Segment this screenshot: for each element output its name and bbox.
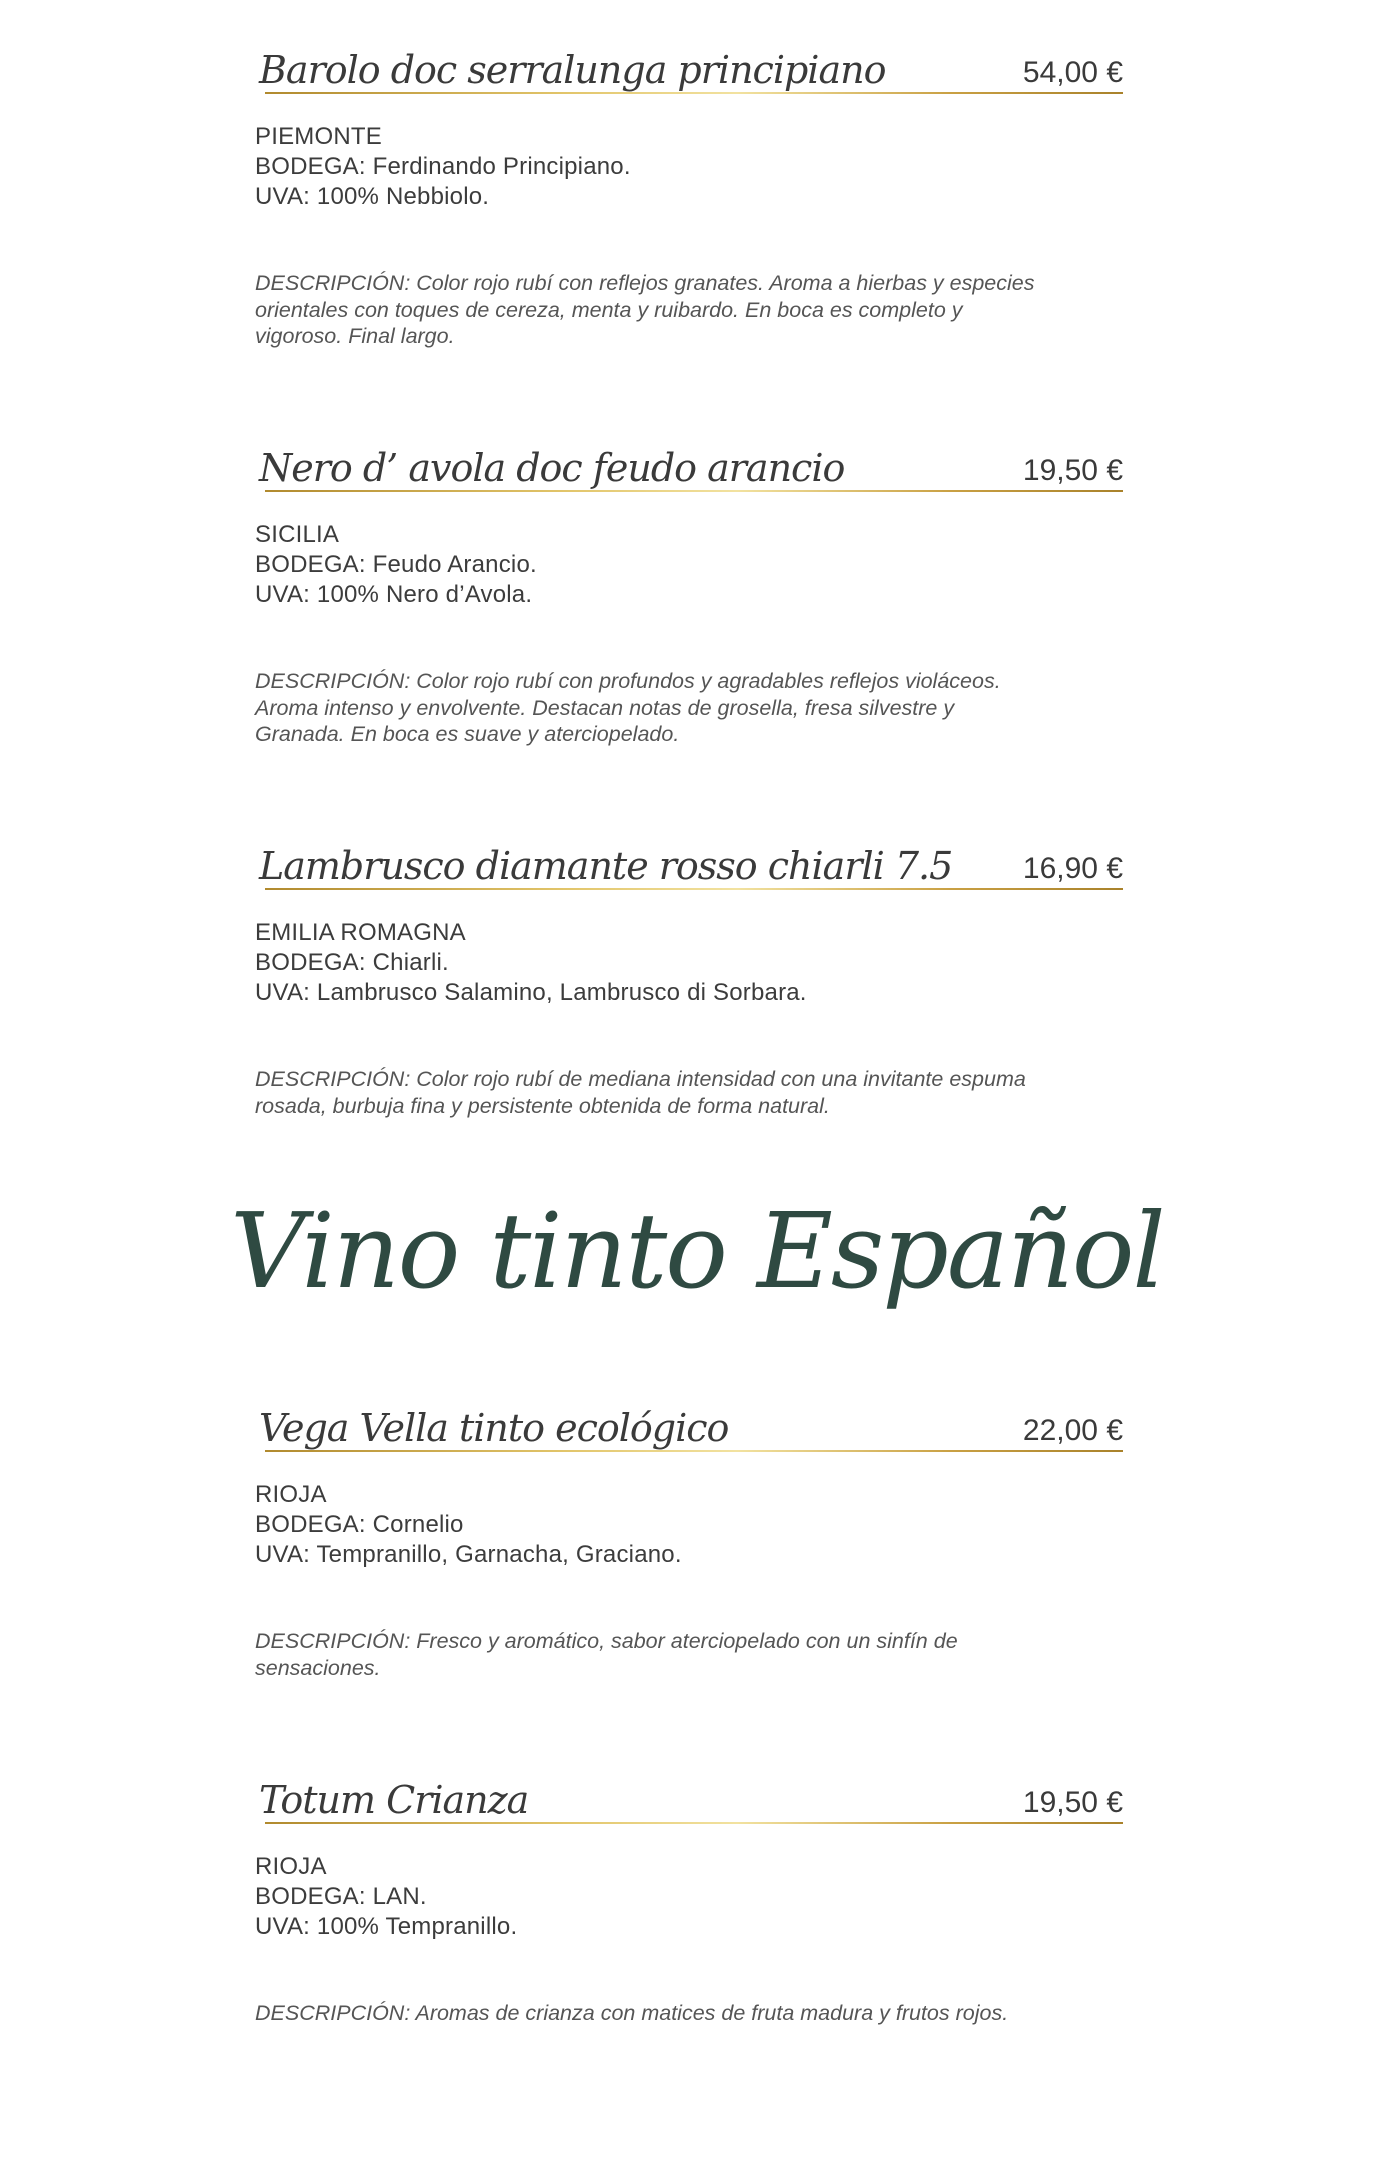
wine-info (255, 122, 1123, 212)
wine-region: EMILIA ROMAGNA (255, 919, 466, 946)
wine-name: Lambrusco diamante rosso chiarli 7.5 (259, 844, 953, 888)
wine-description: DESCRIPCIÓN: Fresco y aromático, sabor aterciopelado con un sinfín de sensaciones. (255, 1629, 958, 1680)
wine-info (255, 520, 1123, 610)
wine-bodega: BODEGA: LAN. (255, 1883, 427, 1910)
wine-entry-barolo (255, 20, 1123, 350)
wine-name: Vega Vella tinto ecológico (259, 1406, 729, 1450)
wine-info (255, 1480, 1123, 1570)
wine-description: DESCRIPCIÓN: Aromas de crianza con matices de fruta madura y frutos rojos. (255, 2001, 1009, 2025)
wine-description: DESCRIPCIÓN: Color rojo rubí de mediana intensidad con una invitante espuma rosada, burbuja fina y persistente obtenida de forma natural. (255, 1067, 1026, 1118)
wine-header (255, 20, 1123, 110)
wine-price: 22,00 € (1019, 1414, 1123, 1448)
wine-name: Barolo doc serralunga principiano (259, 48, 886, 92)
wine-price: 19,50 € (1019, 454, 1123, 488)
wine-grape: UVA: Tempranillo, Garnacha, Graciano. (255, 1541, 682, 1568)
wine-header (255, 1750, 1123, 1840)
gold-divider-line (265, 490, 1123, 492)
wine-price: 54,00 € (1019, 56, 1123, 90)
wine-region: RIOJA (255, 1481, 327, 1508)
gold-divider-line (265, 1450, 1123, 1452)
wine-region: SICILIA (255, 521, 340, 548)
wine-name: Totum Crianza (259, 1778, 529, 1822)
wine-entry-lambrusco (255, 816, 1123, 1119)
wine-entry-nero-davola (255, 418, 1123, 748)
wine-grape: UVA: Lambrusco Salamino, Lambrusco di Sorbara. (255, 979, 807, 1006)
wine-info (255, 1852, 1123, 1942)
wine-description: DESCRIPCIÓN: Color rojo rubí con profundos y agradables reflejos violáceos. Aroma intenso y envolvente. Destacan notas de grosella, fresa silvestre y Granada. En boca es suave y aterciopelado. (255, 669, 1001, 746)
wine-grape: UVA: 100% Nebbiolo. (255, 183, 490, 210)
wine-price: 16,90 € (1019, 852, 1123, 886)
section-title: Vino tinto Español (230, 1190, 1164, 1312)
wine-header (255, 1378, 1123, 1468)
wine-name: Nero d’ avola doc feudo arancio (259, 446, 845, 490)
wine-header (255, 418, 1123, 508)
wine-region: RIOJA (255, 1853, 327, 1880)
wine-bodega: BODEGA: Ferdinando Principiano. (255, 153, 631, 180)
gold-divider-line (265, 1822, 1123, 1824)
wine-bodega: BODEGA: Chiarli. (255, 949, 449, 976)
wine-grape: UVA: 100% Tempranillo. (255, 1913, 518, 1940)
gold-divider-line (265, 92, 1123, 94)
gold-divider-line (265, 888, 1123, 890)
wine-description: DESCRIPCIÓN: Color rojo rubí con reflejos granates. Aroma a hierbas y especies orientales con toques de cereza, menta y ruibardo. En boca es completo y vigoroso. Final largo. (255, 271, 1035, 348)
wine-header (255, 816, 1123, 906)
wine-grape: UVA: 100% Nero d’Avola. (255, 581, 533, 608)
wine-bodega: BODEGA: Cornelio (255, 1511, 464, 1538)
wine-info (255, 918, 1123, 1008)
wine-entry-totum-crianza (255, 1750, 1123, 2027)
wine-bodega: BODEGA: Feudo Arancio. (255, 551, 537, 578)
wine-price: 19,50 € (1019, 1786, 1123, 1820)
wine-entry-vega-vella (255, 1378, 1123, 1681)
wine-region: PIEMONTE (255, 123, 382, 150)
